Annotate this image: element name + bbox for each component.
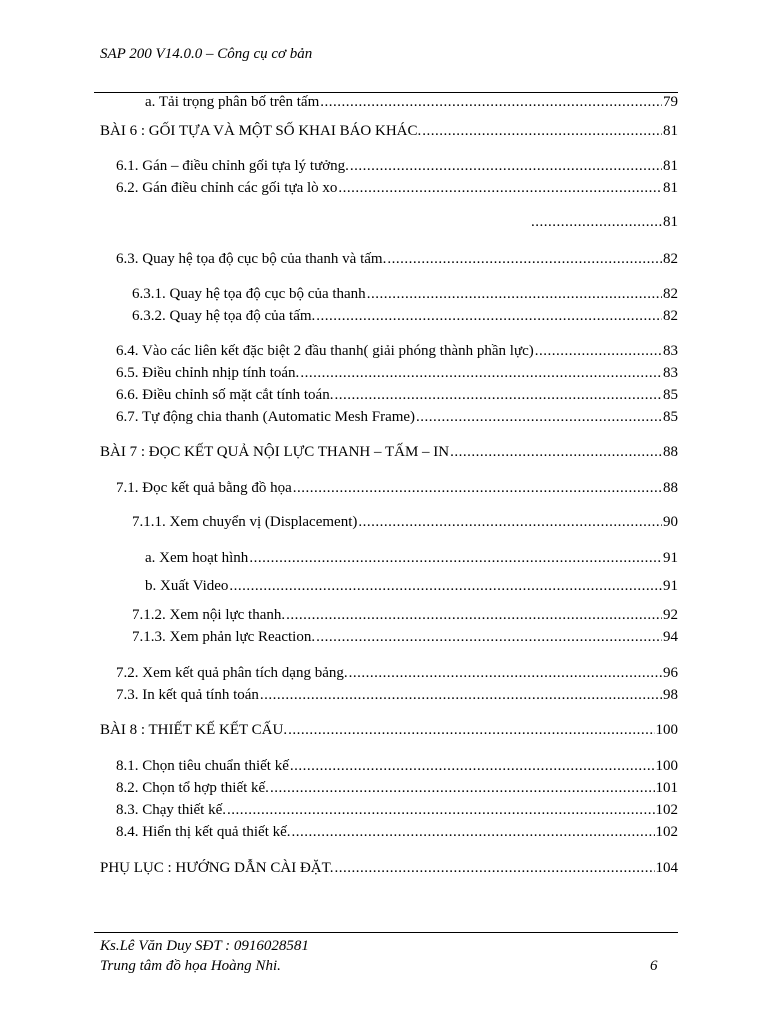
toc-entry bbox=[145, 92, 678, 112]
toc-entry-page: 88 bbox=[663, 480, 678, 496]
toc-entry-label: 6.3.1. Quay hệ tọa độ cục bộ của thanh bbox=[132, 286, 366, 302]
toc-entry-page: 92 bbox=[663, 607, 678, 623]
toc-dot-leader bbox=[286, 605, 662, 625]
toc-entry bbox=[132, 605, 678, 625]
footer-center-name: Trung tâm đồ họa Hoàng Nhi. bbox=[100, 958, 281, 974]
toc-entry bbox=[116, 385, 678, 405]
toc-dot-leader bbox=[450, 442, 662, 462]
toc-entry bbox=[100, 442, 678, 462]
toc-dot-leader bbox=[320, 92, 662, 112]
toc-dot-leader bbox=[316, 306, 662, 326]
toc-entry-label: 8.1. Chọn tiêu chuẩn thiết kế bbox=[116, 758, 289, 774]
toc-entry-page: 101 bbox=[655, 780, 678, 796]
toc-entry-page: 82 bbox=[663, 251, 678, 267]
toc-entry-page: 102 bbox=[655, 802, 678, 818]
toc-entry-label: 6.3.2. Quay hệ tọa độ của tấm. bbox=[132, 308, 316, 324]
toc-dot-leader bbox=[338, 178, 662, 198]
toc-entry-label: 8.3. Chạy thiết kế. bbox=[116, 802, 226, 818]
toc-dot-leader bbox=[334, 385, 662, 405]
toc-entry-label: BÀI 8 : THIẾT KẾ KẾT CẤU. bbox=[100, 722, 288, 738]
toc-dot-leader bbox=[535, 341, 662, 361]
toc-dot-leader bbox=[290, 756, 655, 776]
toc-dot-leader bbox=[300, 363, 662, 383]
toc-entry-label: PHỤ LỤC : HƯỚNG DẪN CÀI ĐẶT. bbox=[100, 860, 334, 876]
toc-entry-label: 8.4. Hiển thị kết quả thiết kế. bbox=[116, 824, 291, 840]
toc-dot-leader bbox=[249, 548, 662, 568]
toc-entry-page: 79 bbox=[663, 94, 678, 110]
toc-dot-leader bbox=[292, 822, 655, 842]
toc-entry-page: 94 bbox=[663, 629, 678, 645]
toc-entry-page: 104 bbox=[655, 860, 678, 876]
toc-dot-leader bbox=[367, 284, 662, 304]
toc-entry-page: 81 bbox=[663, 214, 678, 230]
toc-entry-label: BÀI 6 : GỐI TỰA VÀ MỘT SỐ KHAI BÁO KHÁC. bbox=[100, 123, 422, 139]
toc-entry bbox=[116, 663, 678, 683]
toc-entry bbox=[145, 576, 678, 596]
toc-entry bbox=[116, 156, 678, 176]
toc-dot-leader bbox=[422, 121, 662, 141]
toc-entry-label: 7.1.1. Xem chuyển vị (Displacement) bbox=[132, 514, 358, 530]
toc-entry bbox=[116, 822, 678, 842]
toc-entry-page: 81 bbox=[663, 158, 678, 174]
toc-dot-leader bbox=[416, 407, 662, 427]
toc-entry bbox=[132, 512, 678, 532]
toc-entry bbox=[132, 306, 678, 326]
toc-entry-page: 100 bbox=[655, 758, 678, 774]
toc-entry-label: 6.2. Gán điều chỉnh các gối tựa lò xo bbox=[116, 180, 338, 196]
page-header-title: SAP 200 V14.0.0 – Công cụ cơ bản bbox=[100, 46, 313, 62]
toc-entry-label: 7.2. Xem kết quả phân tích dạng bảng. bbox=[116, 665, 348, 681]
toc-entry-label: a. Tải trọng phân bố trên tấm bbox=[145, 94, 320, 110]
toc-entry-page: 100 bbox=[655, 722, 678, 738]
toc-entry bbox=[116, 756, 678, 776]
toc-entry-page: 82 bbox=[663, 286, 678, 302]
toc-dot-leader bbox=[288, 720, 654, 740]
toc-dot-leader bbox=[334, 858, 654, 878]
footer-author: Ks.Lê Văn Duy SĐT : 0916028581 bbox=[100, 938, 309, 954]
toc-entry-label: b. Xuất Video bbox=[145, 578, 229, 594]
toc-entry-page: 85 bbox=[663, 409, 678, 425]
toc-entry-page: 91 bbox=[663, 578, 678, 594]
toc-entry bbox=[145, 548, 678, 568]
toc-entry-label: 6.6. Điều chỉnh số mặt cắt tính toán. bbox=[116, 387, 334, 403]
toc-entry bbox=[132, 627, 678, 647]
toc-entry bbox=[100, 121, 678, 141]
toc-entry-label: 7.1. Đọc kết quả bằng đồ họa bbox=[116, 480, 292, 496]
toc-dot-leader bbox=[229, 576, 662, 596]
toc-entry bbox=[100, 858, 678, 878]
toc-entry bbox=[116, 478, 678, 498]
toc-dot-leader bbox=[349, 663, 662, 683]
toc-entry-label: 6.5. Điều chỉnh nhịp tính toán. bbox=[116, 365, 300, 381]
toc-entry-label: a. Xem hoạt hình bbox=[145, 550, 249, 566]
toc-entry-label: BÀI 7 : ĐỌC KẾT QUẢ NỘI LỰC THANH – TẤM – IN bbox=[100, 444, 450, 460]
toc-dot-leader bbox=[316, 627, 662, 647]
toc-entry bbox=[116, 341, 678, 361]
toc-entry-page: 81 bbox=[663, 180, 678, 196]
toc-dot-leader bbox=[293, 478, 662, 498]
toc-entry-page: 90 bbox=[663, 514, 678, 530]
toc-entry bbox=[116, 178, 678, 198]
toc-entry bbox=[100, 720, 678, 740]
toc-entry-page: 91 bbox=[663, 550, 678, 566]
footer-divider bbox=[94, 932, 678, 933]
toc-dot-leader bbox=[358, 512, 662, 532]
toc-entry-label: 6.1. Gán – điều chỉnh gối tựa lý tưởng. bbox=[116, 158, 349, 174]
toc-entry-label: 7.1.2. Xem nội lực thanh. bbox=[132, 607, 286, 623]
toc-entry bbox=[116, 778, 678, 798]
toc-entry-page: 96 bbox=[663, 665, 678, 681]
toc-entry-label: 7.1.3. Xem phản lực Reaction. bbox=[132, 629, 316, 645]
toc-entry-label: 6.3. Quay hệ tọa độ cục bộ của thanh và tấm. bbox=[116, 251, 387, 267]
toc-dot-leader bbox=[350, 156, 662, 176]
toc-dot-leader bbox=[387, 249, 662, 269]
toc-entry-page: 83 bbox=[663, 365, 678, 381]
toc-entry-page: 82 bbox=[663, 308, 678, 324]
page-number: 6 bbox=[650, 958, 658, 974]
toc-entry bbox=[116, 363, 678, 383]
toc-entry-page: 102 bbox=[655, 824, 678, 840]
toc-entry bbox=[116, 407, 678, 427]
toc-entry-label: 6.4. Vào các liên kết đặc biệt 2 đầu thanh( giải phóng thành phần lực) bbox=[116, 343, 534, 359]
toc-entry-page: 88 bbox=[663, 444, 678, 460]
toc-entry-page: 98 bbox=[663, 687, 678, 703]
toc-entry bbox=[116, 685, 678, 705]
toc-dot-leader bbox=[260, 685, 662, 705]
toc-entry bbox=[116, 249, 678, 269]
toc-dot-leader bbox=[531, 212, 662, 232]
toc-entry-page: 85 bbox=[663, 387, 678, 403]
toc-entry-label: 7.3. In kết quả tính toán bbox=[116, 687, 259, 703]
toc-entry-page: 81 bbox=[663, 123, 678, 139]
toc-dot-leader bbox=[270, 778, 655, 798]
toc-dot-leader bbox=[227, 800, 655, 820]
toc-entry bbox=[116, 800, 678, 820]
toc-entry bbox=[530, 212, 678, 232]
toc-entry bbox=[132, 284, 678, 304]
toc-entry-label: 6.7. Tự động chia thanh (Automatic Mesh Frame) bbox=[116, 409, 416, 425]
toc-entry-label: 8.2. Chọn tổ hợp thiết kế. bbox=[116, 780, 269, 796]
toc-entry-page: 83 bbox=[663, 343, 678, 359]
